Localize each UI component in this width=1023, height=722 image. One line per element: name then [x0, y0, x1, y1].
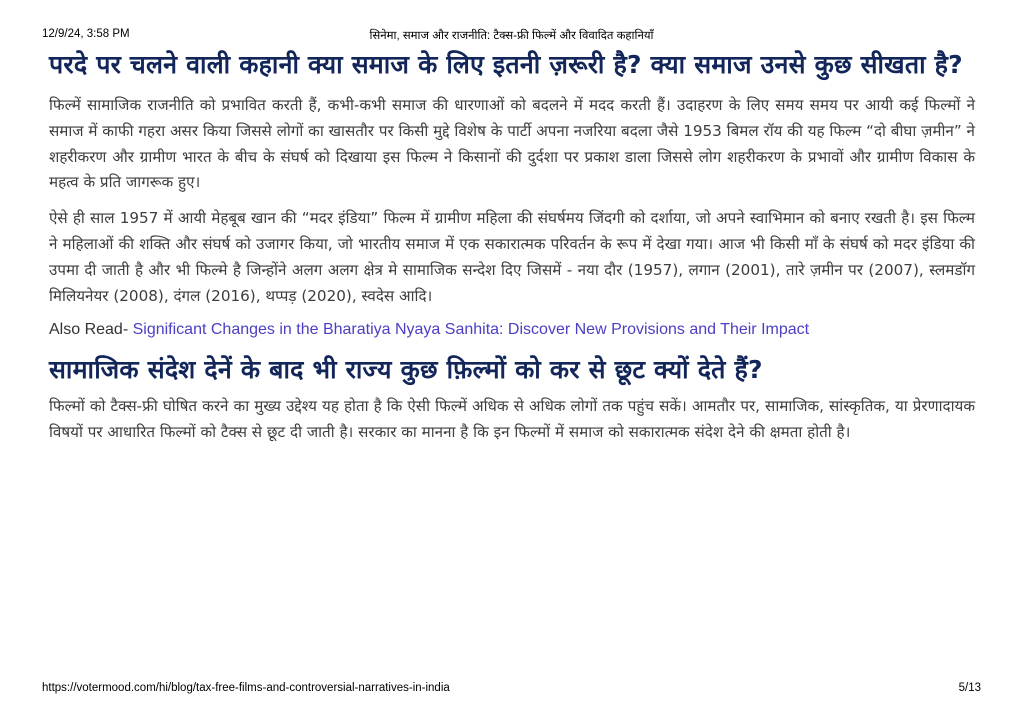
- also-read-link[interactable]: Significant Changes in the Bharatiya Nyaya Sanhita: Discover New Provisions and Their Impact: [132, 321, 810, 339]
- also-read-label: Also Read-: [49, 321, 133, 339]
- print-page-number: 5/13: [958, 682, 981, 694]
- print-datetime: 12/9/24, 3:58 PM: [42, 28, 130, 40]
- paragraph-1: फिल्में सामाजिक राजनीति को प्रभावित करती हैं, कभी-कभी समाज की धारणाओं को बदलने में मदद करती हैं। उदाहरण के लिए समय समय पर आयी कई फिल्मों ने समाज में काफी गहरा असर किया जिससे लोगों का खासतौर पर किसी मुद्दे विशेष के पार्टी अपना नजरिया बदला जैसे 1953 बिमल रॉय की यह फिल्म “दो बीघा ज़मीन” ने शहरीकरण और ग्रामीण भारत के बीच के संघर्ष को दिखाया इस फिल्म ने किसानों की दुर्दशा पर प्रकाश डाला जिससे लोग शहरीकरण के प्रभावों और ग्रामीण विकास के महत्व के प्रति जागरूक हुए।: [49, 96, 975, 192]
- also-read: [49, 319, 975, 341]
- paragraph-2: ऐसे ही साल 1957 में आयी मेहबूब खान की “मदर इंडिया” फिल्म में ग्रामीण महिला की संघर्षमय जिंदगी को दर्शाया, जो अपने स्वाभिमान को बनाए रखती है। इस फिल्म ने महिलाओं की शक्ति और संघर्ष को उजागर किया, जो भारतीय समाज में एक सकारात्मक परिवर्तन के रूप में देखा गया। आज भी किसी माँ के संघर्ष को मदर इंडिया की उपमा दी जाती है और भी फिल्मे है जिन्होंने अलग अलग क्षेत्र मे सामाजिक सन्देश दिए जिसमें - नया दौर (1957), लगान (2001), तारे ज़मीन पर (2007), स्लमडॉग मिलियनेयर (2008), दंगल (2016), थप्पड़ (2020), स्वदेस आदि।: [49, 209, 975, 305]
- print-url: https://votermood.com/hi/blog/tax-free-films-and-controversial-narratives-in-india: [42, 682, 450, 694]
- print-footer: [42, 682, 981, 696]
- print-page-title: सिनेमा, समाज और राजनीति: टैक्स-फ्री फिल्में और विवादित कहानियाँ: [369, 30, 654, 42]
- article-content: [49, 48, 975, 446]
- paragraph-3: फिल्मों को टैक्स-फ्री घोषित करने का मुख्य उद्देश्य यह होता है कि ऐसी फिल्में अधिक से अधिक लोगों तक पहुंच सकें। आमतौर पर, सामाजिक, सांस्कृतिक, या प्रेरणादायक विषयों पर आधारित फिल्मों को टैक्स से छूट दी जाती है। सरकार का मानना है कि इन फिल्मों में समाज को सकारात्मक संदेश देने की क्षमता होती है।: [49, 397, 975, 442]
- section-heading-1: परदे पर चलने वाली कहानी क्या समाज के लिए इतनी ज़रूरी है? क्या समाज उनसे कुछ सीखता है?: [49, 50, 963, 79]
- section-heading-2: सामाजिक संदेश देनें के बाद भी राज्य कुछ फ़िल्मों को कर से छूट क्यों देते हैं?: [49, 355, 763, 385]
- print-header: [42, 28, 981, 42]
